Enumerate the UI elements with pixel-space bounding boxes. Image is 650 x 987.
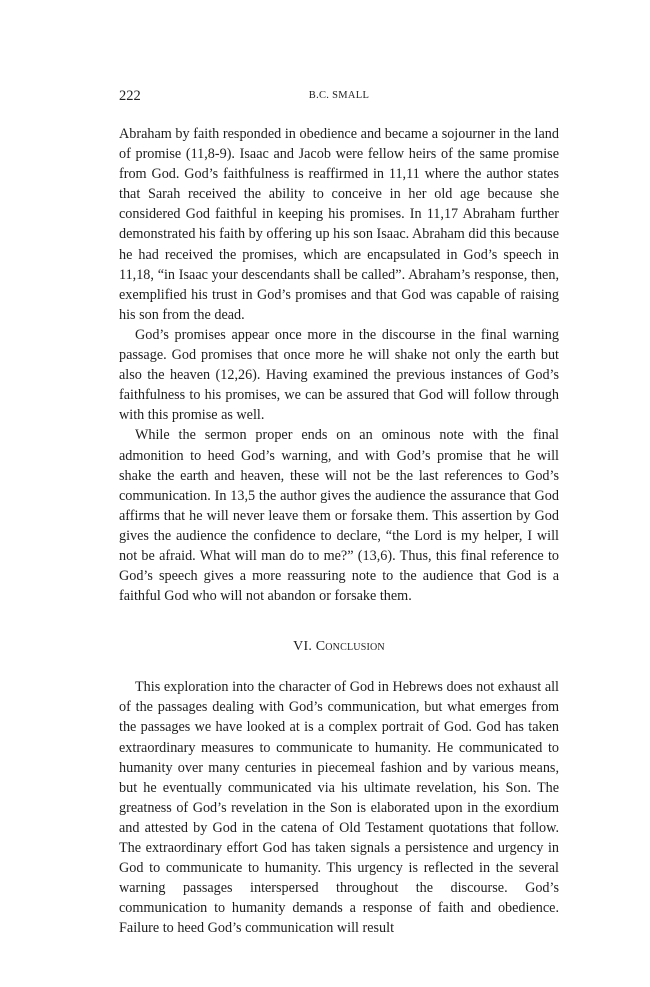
section-numeral: VI. (293, 639, 313, 655)
book-page (119, 88, 559, 938)
paragraph: This exploration into the character of God in Hebrews does not exhaust all of the passages dealing with God’s communication, but what emerges from the passages we have looked at is a complex portrait of God. God has taken extraordinary measures to communicate to humanity. He communicated to humanity over many centuries in piecemeal fashion and by various means, but he eventually communicated via his ultimate revelation, his Son. The greatness of God’s revelation in the Son is elaborated upon in the exordium and attested by God in the catena of Old Testament quotations that follow. The extraordinary effort God has taken signals a persistence and urgency in God to communicate to humanity. This urgency is reflected in the several warning passages interspersed throughout the discourse. God’s communication to humanity demands a response of faith and obedience. Failure to heed God’s communication will result (119, 679, 559, 937)
paragraph-continued: Abraham by faith responded in obedience and became a sojourner in the land of promise (11,8-9). Isaac and Jacob were fellow heirs of the same promise from God. God’s faithfulness is reaffirmed in 11,11 where the author states that Sarah received the ability to conceive in her old age because she considered God faithful in keeping his promises. In 11,17 Abraham further demonstrated his faith by offering up his son Isaac. Abraham did this because he had received the promises, which are encapsulated in God’s speech in 11,18, “in Isaac your descendants shall be called”. Abraham’s response, then, exemplified his trust in God’s promises and that God was capable of raising his son from the dead. (119, 126, 559, 323)
running-head (119, 88, 559, 108)
page-number: 222 (119, 88, 141, 104)
paragraph: While the sermon proper ends on an ominous note with the final admonition to heed God’s warning, and with God’s promise that he will shake the earth and heaven, these will not be the last references to God’s communication. In 13,5 the author gives the audience the assurance that God affirms that he will never leave them or forsake them. This assertion by God gives the audience the confidence to declare, “the Lord is my helper, I will not be afraid. What will man do to me?” (13,6). Thus, this final reference to God’s speech gives a more reassuring note to the audience that God is a faithful God who will not abandon or forsake them. (119, 427, 559, 605)
running-head-author: B.C. SMALL (308, 90, 370, 101)
body-text (119, 124, 559, 606)
paragraph: God’s promises appear once more in the discourse in the final warning passage. God promises that once more he will shake not only the earth but also the heaven (12,26). Having examined the previous instances of God’s faithfulness to his promises, we can be assured that God will follow through with this promise as well. (119, 326, 559, 424)
section-heading (119, 639, 559, 655)
section-title: Conclusion (315, 639, 385, 655)
section-body (119, 677, 559, 938)
